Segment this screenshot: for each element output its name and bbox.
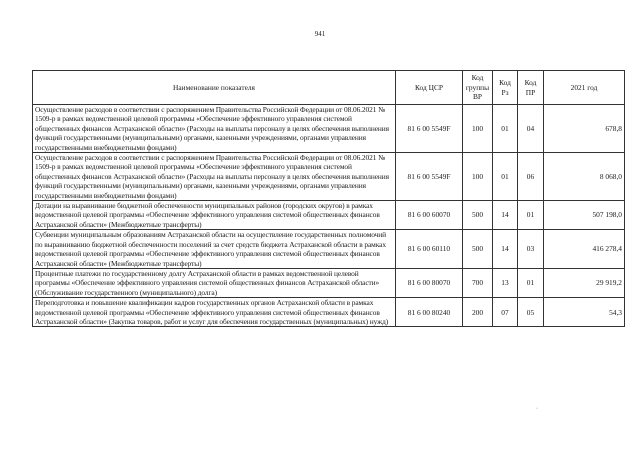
table-row bbox=[33, 230, 625, 269]
cell-vr: 500 bbox=[463, 201, 493, 230]
cell-name: Субвенции муниципальным образованиям Астраханской области на осуществление государственных полномочий по выравниванию бюджетной обеспеченности поселений за счет средств бюджета Астраханской области в рамках ведомственной целевой программы «Обеспечение эффективного управления системой общественных финансов Астраханской области» (Межбюджетные трансферты) bbox=[33, 230, 396, 269]
cell-vr: 500 bbox=[463, 230, 493, 269]
cell-amount: 416 278,4 bbox=[544, 230, 625, 269]
cell-pr: 05 bbox=[518, 298, 544, 327]
cell-rz: 13 bbox=[493, 268, 518, 297]
cell-name: Осуществление расходов в соответствии с распоряжением Правительства Российской Федерации от 08.06.2021 № 1509-р в рамках ведомственной целевой программы «Обеспечение эффективного управления системой общественных финансов Астраханской области» (Расходы на выплаты персоналу в целях обеспечения выполнения функций государственными (муниципальными) органами, казенными учреждениями, органами управления государственными внебюджетными фондами) bbox=[33, 105, 396, 153]
cell-rz: 07 bbox=[493, 298, 518, 327]
cell-vr: 700 bbox=[463, 268, 493, 297]
cell-rz: 14 bbox=[493, 201, 518, 230]
table-row bbox=[33, 105, 625, 153]
cell-csr: 81 6 00 60110 bbox=[396, 230, 463, 269]
cell-vr: 100 bbox=[463, 153, 493, 201]
cell-rz: 01 bbox=[493, 153, 518, 201]
scan-mark: · bbox=[536, 406, 538, 412]
cell-csr: 81 6 00 80070 bbox=[396, 268, 463, 297]
cell-amount: 507 198,0 bbox=[544, 201, 625, 230]
cell-pr: 03 bbox=[518, 230, 544, 269]
header-year: 2021 год bbox=[544, 71, 625, 105]
table-row bbox=[33, 201, 625, 230]
cell-amount: 54,3 bbox=[544, 298, 625, 327]
cell-name: Процентные платежи по государственному долгу Астраханской области в рамках ведомственной целевой программы «Обеспечение эффективного управления системой общественных финансов Астраханской области» (Обслуживание государственного (муниципального) долга) bbox=[33, 268, 396, 297]
cell-vr: 200 bbox=[463, 298, 493, 327]
cell-csr: 81 6 00 5549F bbox=[396, 105, 463, 153]
table-row bbox=[33, 153, 625, 201]
header-name: Наименование показателя bbox=[33, 71, 396, 105]
cell-rz: 14 bbox=[493, 230, 518, 269]
cell-name: Дотации на выравнивание бюджетной обеспеченности муниципальных районов (городских округов) в рамках ведомственной целевой программы «Обеспечение эффективного управления системой общественных финансов Астраханской области» (Межбюджетные трансферты) bbox=[33, 201, 396, 230]
cell-amount: 678,8 bbox=[544, 105, 625, 153]
header-pr: Код ПР bbox=[518, 71, 544, 105]
cell-rz: 01 bbox=[493, 105, 518, 153]
table-row bbox=[33, 298, 625, 327]
header-csr: Код ЦСР bbox=[396, 71, 463, 105]
cell-csr: 81 6 00 80240 bbox=[396, 298, 463, 327]
cell-pr: 06 bbox=[518, 153, 544, 201]
page-number: 941 bbox=[314, 30, 326, 38]
table-row bbox=[33, 268, 625, 297]
cell-pr: 01 bbox=[518, 201, 544, 230]
cell-name: Осуществление расходов в соответствии с распоряжением Правительства Российской Федерации от 08.06.2021 № 1509-р в рамках ведомственной целевой программы «Обеспечение эффективного управления системой общественных финансов Астраханской области» (Расходы на выплаты персоналу в целях обеспечения выполнения функций государственными (муниципальными) органами, казенными учреждениями, органами управления государственными внебюджетными фондами) bbox=[33, 153, 396, 201]
cell-amount: 8 068,0 bbox=[544, 153, 625, 201]
budget-table bbox=[32, 70, 625, 327]
table-header-row bbox=[33, 71, 625, 105]
cell-csr: 81 6 00 60070 bbox=[396, 201, 463, 230]
cell-pr: 01 bbox=[518, 268, 544, 297]
cell-vr: 100 bbox=[463, 105, 493, 153]
cell-amount: 29 919,2 bbox=[544, 268, 625, 297]
header-rz: Код Рз bbox=[493, 71, 518, 105]
header-vr: Код группы ВР bbox=[463, 71, 493, 105]
cell-pr: 04 bbox=[518, 105, 544, 153]
cell-csr: 81 6 00 5549F bbox=[396, 153, 463, 201]
cell-name: Переподготовка и повышение квалификации кадров государственных органов Астраханской области в рамках ведомственной целевой программы «Обеспечение эффективного управления системой общественных финансов Астраханской области» (Закупка товаров, работ и услуг для обеспечения государственных (муниципальных) нужд) bbox=[33, 298, 396, 327]
